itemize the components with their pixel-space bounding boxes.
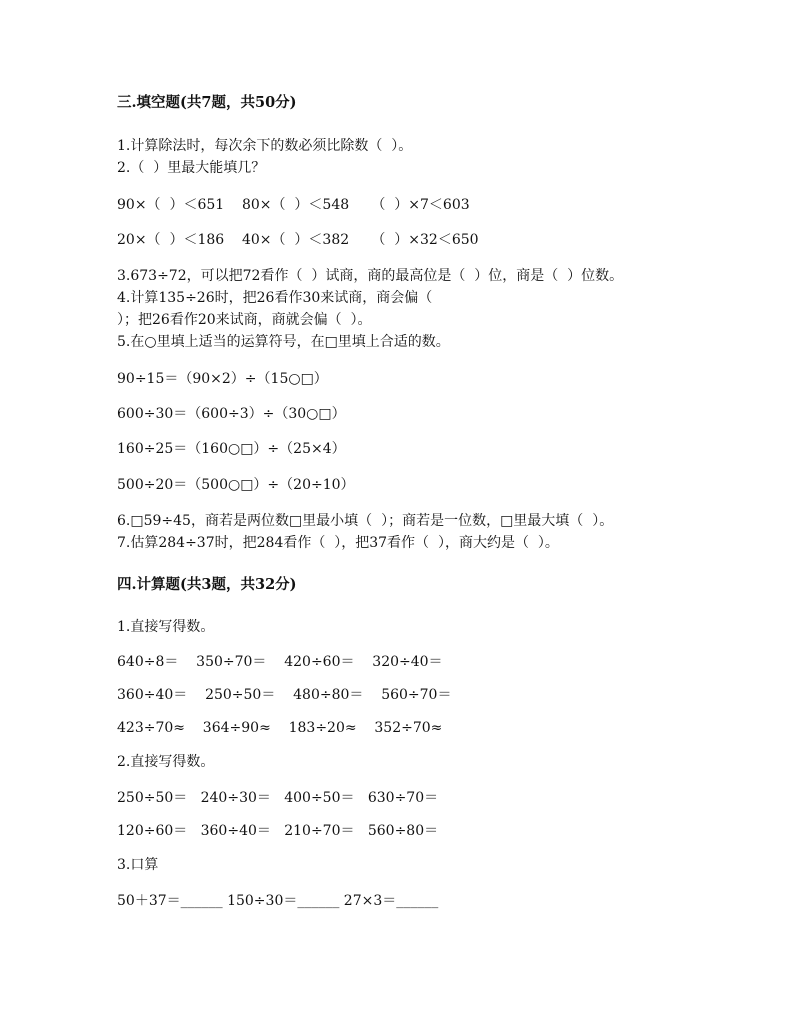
section-4-heading: 四.计算题(共3题，共32分) <box>117 576 297 593</box>
calc-2-row-1: 250÷50＝ 240÷30＝ 400÷50＝ 630÷70＝ <box>117 790 439 806</box>
question-5-item-4: 500÷20＝（500○□）÷（20÷10） <box>117 477 355 493</box>
question-4-line-1: 4.计算135÷26时，把26看作30来试商，商会偏（ <box>117 290 433 306</box>
question-5-item-1: 90÷15＝（90×2）÷（15○□） <box>117 371 328 387</box>
calc-3-row-1: 50＋37＝______ 150÷30＝______ 27×3＝______ <box>117 893 439 909</box>
question-5: 5.在○里填上适当的运算符号，在□里填上合适的数。 <box>117 334 450 350</box>
calc-1-title: 1.直接写得数。 <box>117 619 215 635</box>
question-4-line-2: ）；把26看作20来试商，商就会偏（ ）。 <box>117 312 372 328</box>
calc-3-title: 3.口算 <box>117 857 159 873</box>
question-2-row-2: 20×（ ）＜186 40×（ ）＜382 （ ）×32＜650 <box>117 232 479 248</box>
question-2: 2.（ ）里最大能填几？ <box>117 160 266 176</box>
calc-1-row-3: 423÷70≈ 364÷90≈ 183÷20≈ 352÷70≈ <box>117 720 443 736</box>
question-5-item-3: 160÷25＝（160○□）÷（25×4） <box>117 441 346 457</box>
section-3-heading: 三.填空题(共7题，共50分) <box>117 94 297 111</box>
question-2-row-1: 90×（ ）＜651 80×（ ）＜548 （ ）×7＜603 <box>117 197 470 213</box>
calc-2-title: 2.直接写得数。 <box>117 754 215 770</box>
question-6: 6.□59÷45，商若是两位数□里最小填（ ）；商若是一位数，□里最大填（ ）。 <box>117 513 614 529</box>
question-5-item-2: 600÷30＝（600÷3）÷（30○□） <box>117 406 346 422</box>
calc-1-row-1: 640÷8＝ 350÷70＝ 420÷60＝ 320÷40＝ <box>117 654 443 670</box>
question-1: 1.计算除法时，每次余下的数必须比除数（ ）。 <box>117 138 413 154</box>
question-3: 3.673÷72，可以把72看作（ ）试商，商的最高位是（ ）位，商是（ ）位数。 <box>117 268 624 284</box>
calc-1-row-2: 360÷40＝ 250÷50＝ 480÷80＝ 560÷70＝ <box>117 687 452 703</box>
question-7: 7.估算284÷37时，把284看作（ ），把37看作（ ），商大约是（ ）。 <box>117 535 559 551</box>
calc-2-row-2: 120÷60＝ 360÷40＝ 210÷70＝ 560÷80＝ <box>117 823 439 839</box>
